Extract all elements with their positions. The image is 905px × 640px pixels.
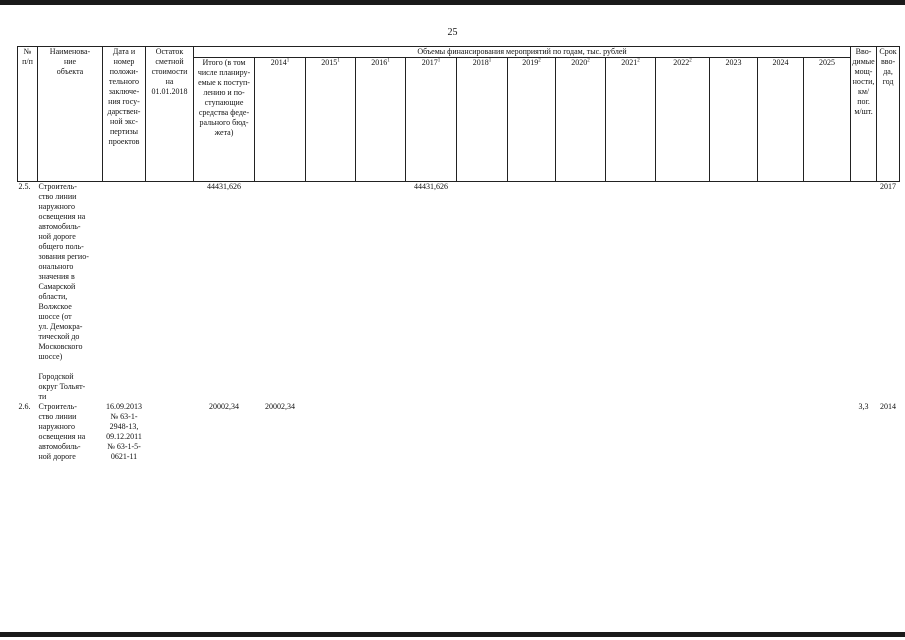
row-y2019 (508, 402, 556, 462)
header-year (508, 58, 556, 182)
row-y2016 (356, 182, 406, 403)
year-footnote-mark: 2 (538, 58, 541, 64)
row-y2016 (356, 402, 406, 462)
row-capacity (851, 182, 877, 403)
header-financing-group: Объемы финансирования мероприятий по годам, тыс. рублей (194, 47, 851, 58)
row-y2015 (306, 182, 356, 403)
year-label: 2018 (472, 58, 489, 67)
row-total: 20002,34 (209, 402, 239, 411)
bottom-border-bar (0, 632, 905, 637)
row-num: 2.6. (18, 402, 31, 411)
header-year (457, 58, 508, 182)
header-expertise: Дата и номер положи- тельного заключе- ния госу- дарствен- ной экс- пертизы проектов (103, 47, 146, 182)
row-balance (146, 402, 194, 462)
row-term: 2014 (880, 402, 897, 411)
year-label: 2020 (571, 58, 588, 67)
row-name-cell (38, 182, 103, 403)
year-footnote-mark: 1 (387, 58, 390, 64)
header-year (710, 58, 758, 182)
row-y2025 (804, 402, 851, 462)
row-y2024 (758, 402, 804, 462)
page-number: 25 (447, 27, 458, 38)
row-y2022 (656, 182, 710, 403)
year-footnote-mark: 2 (587, 58, 590, 64)
row-district: Городской округ Тольят- ти (38, 372, 86, 401)
header-num: № п/п (18, 47, 38, 182)
row-expertise: 16.09.2013 № 63-1- 2948-13, 09.12.2011 № 63-1-5- 0621-11 (106, 402, 142, 461)
row-term: 2017 (880, 182, 897, 191)
row-y2021 (606, 402, 656, 462)
year-label: 2024 (772, 58, 789, 67)
header-year (255, 58, 306, 182)
row-name: Строитель- ство линии наружного освещения на автомобиль- ной дороге общего поль- зования регио- онального значения в Самарской области, Волжское шоссе (от ул. Демокра- тической до Московского шоссе) (38, 182, 89, 361)
year-label: 2025 (819, 58, 836, 67)
row-capacity: 3,3 (858, 402, 869, 411)
year-label: 2014 (270, 58, 287, 67)
row-y2018 (457, 402, 508, 462)
header-term: Срок вво- да, год (877, 47, 900, 182)
year-footnote-mark: 2 (689, 58, 692, 64)
row-y2021 (606, 182, 656, 403)
year-label: 2023 (725, 58, 742, 67)
row-y2014: 20002,34 (265, 402, 295, 411)
header-balance: Остаток сметной стоимости на 01.01.2018 (146, 47, 194, 182)
year-label: 2021 (621, 58, 638, 67)
year-label: 2019 (522, 58, 539, 67)
year-footnote-mark: 1 (337, 58, 340, 64)
row-y2020 (556, 402, 606, 462)
row-balance (146, 182, 194, 403)
header-name: Наименова- ние объекта (38, 47, 103, 182)
year-label: 2017 (421, 58, 438, 67)
table-row (18, 402, 900, 462)
row-y2018 (457, 182, 508, 403)
year-footnote-mark: 1 (437, 58, 441, 64)
header-year (356, 58, 406, 182)
financing-table (17, 46, 900, 462)
header-total: Итого (в том числе планиру- емые к поступ- лению и по- ступающие средства феде- рального бюд- жета) (194, 58, 255, 182)
header-capacity: Вво- димые мощ- ности, км/ пог. м/шт. (851, 47, 877, 182)
row-total: 44431,626 (207, 182, 241, 191)
table-row (18, 182, 900, 403)
row-y2022 (656, 402, 710, 462)
header-year (606, 58, 656, 182)
top-border-bar (0, 0, 905, 5)
row-y2024 (758, 182, 804, 403)
row-num: 2.5. (18, 182, 31, 191)
header-year (556, 58, 606, 182)
row-name-cell (38, 402, 103, 462)
year-footnote-mark: 1 (286, 58, 290, 64)
row-y2020 (556, 182, 606, 403)
year-label: 2016 (371, 58, 388, 67)
year-label: 2015 (321, 58, 338, 67)
row-y2019 (508, 182, 556, 403)
row-y2015 (306, 402, 356, 462)
header-year (306, 58, 356, 182)
year-footnote-mark: 2 (637, 58, 640, 64)
year-label: 2022 (673, 58, 690, 67)
header-year (406, 58, 457, 182)
row-y2025 (804, 182, 851, 403)
row-y2023 (710, 402, 758, 462)
row-expertise (103, 182, 146, 403)
header-year (656, 58, 710, 182)
year-footnote-mark: 1 (488, 58, 492, 64)
row-name: Строитель- ство линии наружного освещения на автомобиль- ной дороге (38, 402, 86, 461)
row-y2017 (406, 402, 457, 462)
header-year (758, 58, 804, 182)
row-y2023 (710, 182, 758, 403)
row-y2017: 44431,626 (414, 182, 448, 191)
row-y2014 (255, 182, 306, 403)
header-year (804, 58, 851, 182)
